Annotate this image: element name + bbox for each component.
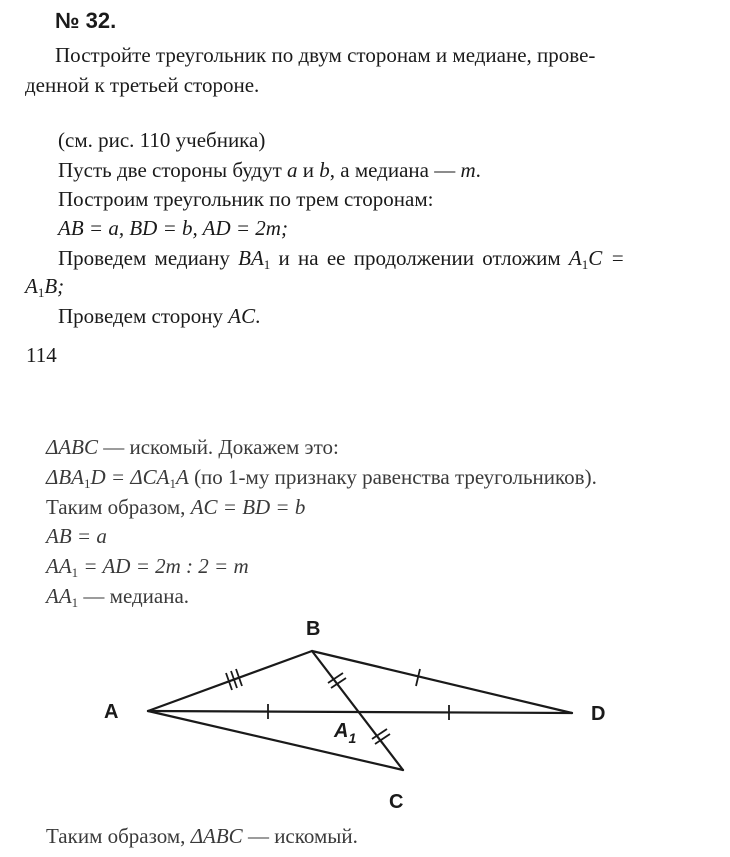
var-c: C =	[588, 246, 625, 270]
var-segment: D = ΔCA	[90, 465, 170, 489]
subscript: 1	[263, 257, 271, 272]
equation: = AD = 2m : 2 = m	[78, 554, 249, 578]
var-ac: AC	[228, 304, 256, 328]
textbook-reference: (см. рис. 110 учебника)	[58, 128, 266, 152]
text-segment: (по 1-му признаку равенства треугольников).	[188, 465, 597, 489]
var-segment: AA	[46, 554, 72, 578]
text-segment: и	[297, 158, 320, 182]
label-a1	[333, 720, 356, 746]
label-a1-letter: A	[334, 720, 349, 742]
text-segment: .	[255, 304, 261, 328]
var-segment: A	[175, 465, 189, 489]
var-m: m	[460, 158, 476, 182]
var-b: b	[319, 158, 330, 182]
conclusion-line	[46, 823, 358, 849]
solution-line-construct: Построим треугольник по трем сторонам:	[58, 187, 434, 211]
var-segment: AA	[46, 584, 72, 608]
problem-statement-line-2: денной к третьей стороне.	[25, 73, 260, 97]
label-b: B	[306, 618, 321, 640]
text-segment: Проведем сторону	[58, 304, 229, 328]
triangle-abc: ΔABC	[46, 435, 98, 459]
text-segment: Проведем медиану	[58, 246, 239, 270]
text-segment: Пусть две стороны будут	[58, 158, 288, 182]
solution-line-equalities: AB = a, BD = b, AD = 2m;	[58, 216, 288, 240]
text-segment: и на ее продолжении отложим	[270, 246, 569, 270]
text-segment: — медиана.	[78, 584, 190, 608]
var-a: A	[25, 274, 38, 298]
problem-statement-line-1: Постройте треугольник по двум сторонам и медиане, прове-	[55, 43, 596, 67]
page-number: 114	[26, 343, 57, 367]
triangle-abc: ΔABC	[190, 824, 243, 848]
var-ba: BA	[238, 246, 264, 270]
text-segment: , а медиана —	[329, 158, 461, 182]
label-d: D	[591, 703, 606, 725]
subscript: 1	[71, 595, 79, 610]
var-a: A	[568, 246, 582, 270]
var-a: a	[287, 158, 298, 182]
proof-line-4: AB = a	[46, 524, 107, 548]
label-a1-subscript: 1	[348, 730, 357, 746]
text-segment: .	[475, 158, 481, 182]
text-segment: Таким образом,	[46, 495, 191, 519]
subscript: 1	[169, 476, 176, 491]
subscript: 1	[581, 257, 589, 272]
text-segment: — искомый. Докажем это:	[98, 435, 339, 459]
problem-number: № 32.	[55, 8, 117, 33]
var-b: B;	[44, 274, 65, 298]
var-segment: ΔBA	[46, 465, 84, 489]
subscript: 1	[71, 565, 79, 580]
text-segment: Таким образом,	[46, 824, 191, 848]
subscript: 1	[37, 285, 45, 300]
ticks-ab	[226, 669, 242, 690]
label-a: A	[104, 701, 119, 723]
equation: AC = BD = b	[190, 495, 306, 519]
text-segment: — искомый.	[242, 824, 358, 848]
subscript: 1	[83, 476, 91, 491]
label-c: C	[389, 791, 404, 813]
segment-ab	[148, 651, 312, 711]
